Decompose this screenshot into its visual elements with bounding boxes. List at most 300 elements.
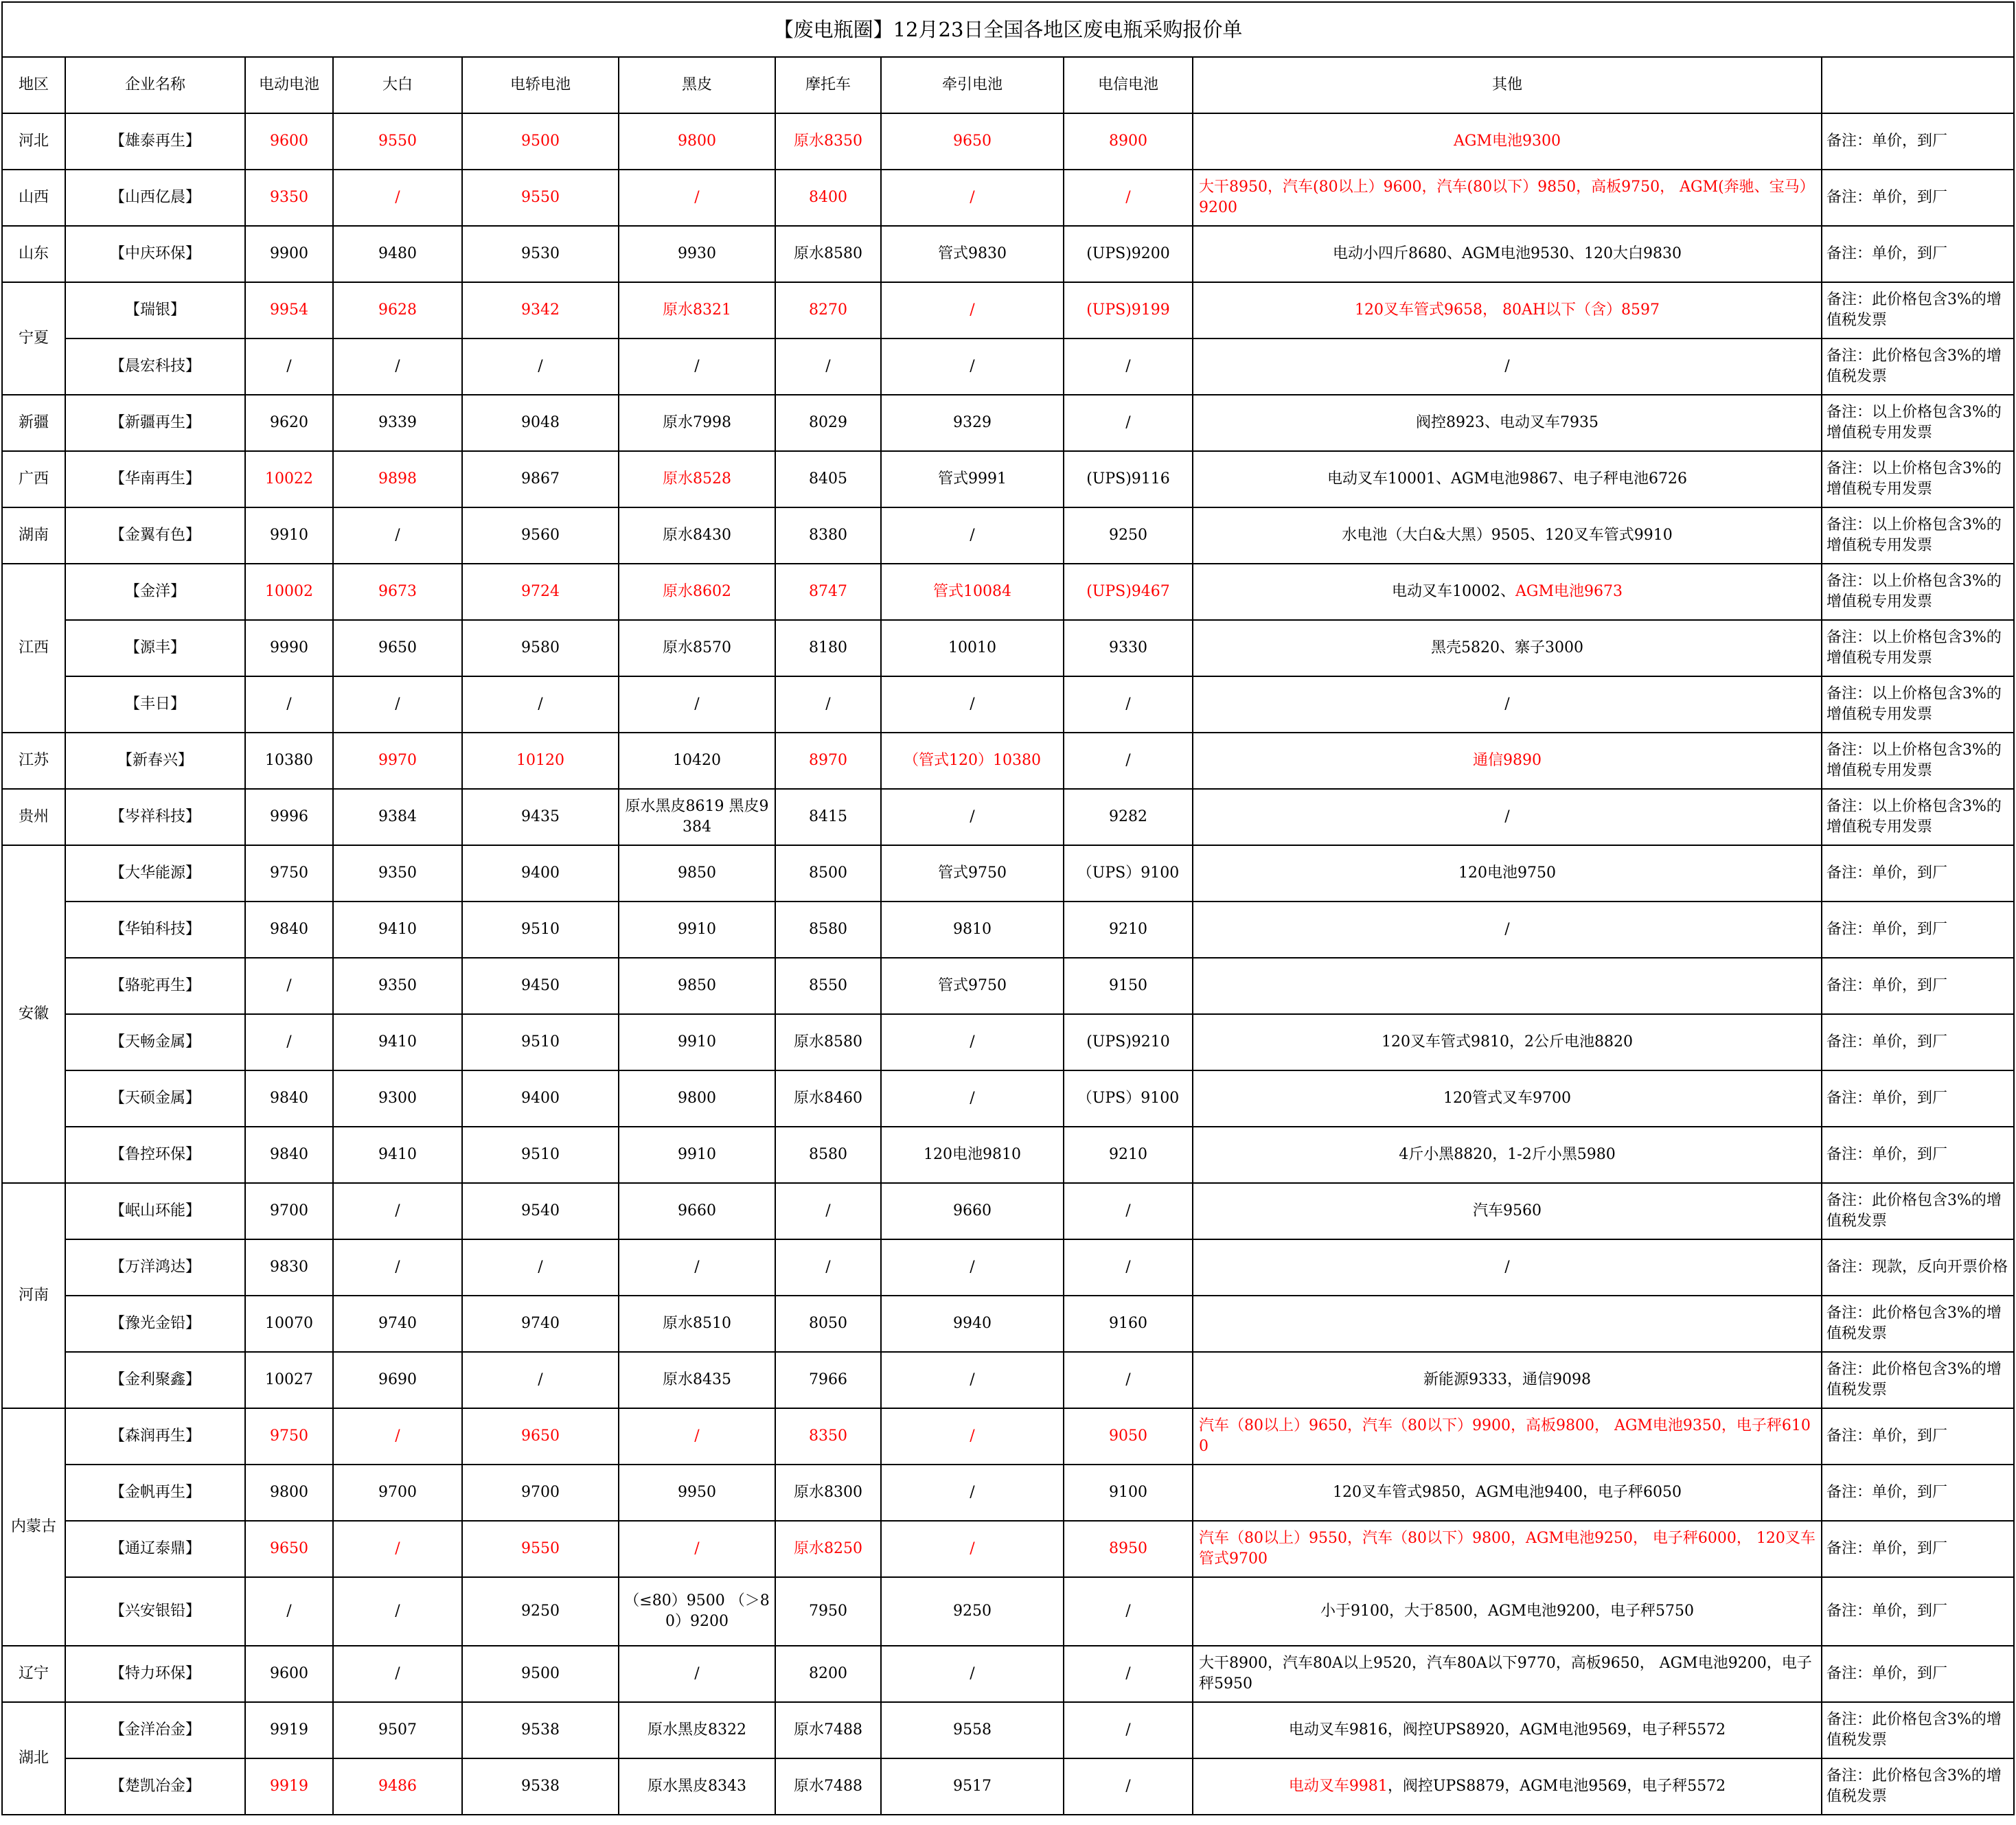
note-cell: 备注：以上价格包含3%的增值税专用发票 — [1822, 733, 2014, 789]
table-row — [2, 733, 2014, 789]
table-row — [2, 1014, 2014, 1070]
table-row — [2, 1070, 2014, 1127]
electric-battery-price: / — [245, 676, 333, 733]
company-cell: 【金翼有色】 — [65, 507, 245, 564]
table-row — [2, 902, 2014, 958]
company-cell: 【新疆再生】 — [65, 395, 245, 451]
car-battery-price: 9342 — [462, 282, 619, 338]
company-cell: 【晨宏科技】 — [65, 338, 245, 395]
dabai-price: 9486 — [333, 1758, 462, 1815]
electric-battery-price: / — [245, 958, 333, 1014]
electric-battery-price: 9840 — [245, 1127, 333, 1183]
car-battery-price: 9540 — [462, 1183, 619, 1239]
region-cell: 河北 — [2, 113, 65, 170]
other-cell: 新能源9333，通信9098 — [1193, 1352, 1822, 1408]
motorcycle-price: 原水8580 — [775, 226, 881, 282]
note-cell: 备注：此价格包含3%的增值税发票 — [1822, 1183, 2014, 1239]
table-row — [2, 958, 2014, 1014]
car-battery-price: / — [462, 338, 619, 395]
table-row — [2, 564, 2014, 620]
table-row — [2, 845, 2014, 902]
electric-battery-price: 9350 — [245, 170, 333, 226]
motorcycle-price: 8050 — [775, 1296, 881, 1352]
other-cell: 120叉车管式9810，2公斤电池8820 — [1193, 1014, 1822, 1070]
motorcycle-price: / — [775, 676, 881, 733]
electric-battery-price: 10002 — [245, 564, 333, 620]
heipi-price: 9930 — [619, 226, 775, 282]
traction-battery-price: 9250 — [881, 1577, 1064, 1646]
company-cell: 【金洋冶金】 — [65, 1702, 245, 1758]
company-cell: 【岷山环能】 — [65, 1183, 245, 1239]
traction-battery-price: / — [881, 1070, 1064, 1127]
electric-battery-price: 9840 — [245, 1070, 333, 1127]
motorcycle-price: 8029 — [775, 395, 881, 451]
other-cell: 120电池9750 — [1193, 845, 1822, 902]
other-cell: 阀控8923、电动叉车7935 — [1193, 395, 1822, 451]
traction-battery-price: 管式9830 — [881, 226, 1064, 282]
car-battery-price: 9510 — [462, 1014, 619, 1070]
telecom-battery-price: / — [1064, 338, 1193, 395]
note-cell: 备注：单价，到厂 — [1822, 1014, 2014, 1070]
company-cell: 【通辽泰鼎】 — [65, 1521, 245, 1577]
car-battery-price: 9560 — [462, 507, 619, 564]
note-cell: 备注：单价，到厂 — [1822, 958, 2014, 1014]
company-cell: 【瑞银】 — [65, 282, 245, 338]
motorcycle-price: 8580 — [775, 902, 881, 958]
other-cell: / — [1193, 1239, 1822, 1296]
region-cell: 湖北 — [2, 1702, 65, 1815]
other-cell: 汽车（80以上）9650，汽车（80以下）9900，高板9800， AGM电池9350，电子秤6100 — [1193, 1408, 1822, 1465]
traction-battery-price: / — [881, 1646, 1064, 1702]
traction-battery-price: 管式9991 — [881, 451, 1064, 507]
traction-battery-price: / — [881, 789, 1064, 845]
traction-battery-price: / — [881, 1239, 1064, 1296]
note-cell: 备注：以上价格包含3%的增值税专用发票 — [1822, 451, 2014, 507]
telecom-battery-price: 8950 — [1064, 1521, 1193, 1577]
company-cell: 【大华能源】 — [65, 845, 245, 902]
electric-battery-price: 9750 — [245, 1408, 333, 1465]
other-cell: 120管式叉车9700 — [1193, 1070, 1822, 1127]
electric-battery-price: 9954 — [245, 282, 333, 338]
telecom-battery-price: / — [1064, 1577, 1193, 1646]
region-cell: 安徽 — [2, 845, 65, 1183]
car-battery-price: 9435 — [462, 789, 619, 845]
car-battery-price: 9550 — [462, 1521, 619, 1577]
telecom-battery-price: (UPS)9200 — [1064, 226, 1193, 282]
dabai-price: 9480 — [333, 226, 462, 282]
electric-battery-price: 9919 — [245, 1758, 333, 1815]
motorcycle-price: 原水8350 — [775, 113, 881, 170]
company-cell: 【中庆环保】 — [65, 226, 245, 282]
heipi-price: 9910 — [619, 1127, 775, 1183]
other-cell — [1193, 1296, 1822, 1352]
region-cell: 辽宁 — [2, 1646, 65, 1702]
note-cell: 备注：以上价格包含3%的增值税专用发票 — [1822, 620, 2014, 676]
price-table — [1, 1, 2015, 1815]
electric-battery-price: 9990 — [245, 620, 333, 676]
motorcycle-price: 8380 — [775, 507, 881, 564]
traction-battery-price: 9660 — [881, 1183, 1064, 1239]
motorcycle-price: 8270 — [775, 282, 881, 338]
telecom-battery-price: (UPS)9210 — [1064, 1014, 1193, 1070]
note-cell: 备注：此价格包含3%的增值税发票 — [1822, 338, 2014, 395]
heipi-price: （≤80）9500 （＞80）9200 — [619, 1577, 775, 1646]
electric-battery-price: 9900 — [245, 226, 333, 282]
heipi-price: / — [619, 1521, 775, 1577]
note-cell: 备注：单价，到厂 — [1822, 1127, 2014, 1183]
motorcycle-price: 原水8580 — [775, 1014, 881, 1070]
telecom-battery-price: 9050 — [1064, 1408, 1193, 1465]
other-cell: / — [1193, 902, 1822, 958]
note-cell: 备注：以上价格包含3%的增值税专用发票 — [1822, 564, 2014, 620]
telecom-battery-price: 8900 — [1064, 113, 1193, 170]
heipi-price: 9910 — [619, 902, 775, 958]
dabai-price: 9410 — [333, 902, 462, 958]
table-row — [2, 170, 2014, 226]
electric-battery-price: 10022 — [245, 451, 333, 507]
note-cell: 备注：以上价格包含3%的增值税专用发票 — [1822, 395, 2014, 451]
note-cell: 备注：单价，到厂 — [1822, 113, 2014, 170]
company-cell: 【特力环保】 — [65, 1646, 245, 1702]
other-cell: 大干8900，汽车80A以上9520，汽车80A以下9770，高板9650， AGM电池9200，电子秤5950 — [1193, 1646, 1822, 1702]
dabai-price: / — [333, 1577, 462, 1646]
company-cell: 【源丰】 — [65, 620, 245, 676]
other-cell: 黑壳5820、寨子3000 — [1193, 620, 1822, 676]
heipi-price: 9910 — [619, 1014, 775, 1070]
company-cell: 【华南再生】 — [65, 451, 245, 507]
heipi-price: 10420 — [619, 733, 775, 789]
table-row — [2, 1296, 2014, 1352]
telecom-battery-price: （UPS）9100 — [1064, 845, 1193, 902]
dabai-price: 9410 — [333, 1127, 462, 1183]
motorcycle-price: 8580 — [775, 1127, 881, 1183]
table-row — [2, 451, 2014, 507]
company-cell: 【骆驼再生】 — [65, 958, 245, 1014]
other-cell — [1193, 564, 1822, 620]
note-cell: 备注：此价格包含3%的增值税发票 — [1822, 282, 2014, 338]
electric-battery-price: 10380 — [245, 733, 333, 789]
motorcycle-price: 7950 — [775, 1577, 881, 1646]
company-cell: 【雄泰再生】 — [65, 113, 245, 170]
electric-battery-price: 9600 — [245, 113, 333, 170]
motorcycle-price: 8350 — [775, 1408, 881, 1465]
other-cell: 汽车（80以上）9550，汽车（80以下）9800，AGM电池9250， 电子秤6000， 120叉车管式9700 — [1193, 1521, 1822, 1577]
telecom-battery-price: 9160 — [1064, 1296, 1193, 1352]
car-battery-price: 10120 — [462, 733, 619, 789]
heipi-price: 原水8570 — [619, 620, 775, 676]
region-cell: 广西 — [2, 451, 65, 507]
car-battery-price: 9400 — [462, 1070, 619, 1127]
note-cell: 备注：单价，到厂 — [1822, 1521, 2014, 1577]
heipi-price: 原水8430 — [619, 507, 775, 564]
heipi-price: 原水8602 — [619, 564, 775, 620]
telecom-battery-price: / — [1064, 395, 1193, 451]
dabai-price: 9410 — [333, 1014, 462, 1070]
car-battery-price: / — [462, 1239, 619, 1296]
company-cell: 【兴安银铅】 — [65, 1577, 245, 1646]
dabai-price: / — [333, 1408, 462, 1465]
table-row — [2, 1239, 2014, 1296]
dabai-price: 9740 — [333, 1296, 462, 1352]
telecom-battery-price: / — [1064, 1702, 1193, 1758]
dabai-price: / — [333, 338, 462, 395]
other-cell: AGM电池9300 — [1193, 113, 1822, 170]
dabai-price: / — [333, 1521, 462, 1577]
other-cell — [1193, 1758, 1822, 1815]
car-battery-price: 9550 — [462, 170, 619, 226]
traction-battery-price: / — [881, 338, 1064, 395]
other-cell: 小于9100，大于8500，AGM电池9200，电子秤5750 — [1193, 1577, 1822, 1646]
motorcycle-price: 8180 — [775, 620, 881, 676]
heipi-price: 原水8528 — [619, 451, 775, 507]
telecom-battery-price: （UPS）9100 — [1064, 1070, 1193, 1127]
traction-battery-price: / — [881, 1521, 1064, 1577]
telecom-battery-price: 9210 — [1064, 902, 1193, 958]
electric-battery-price: 9700 — [245, 1183, 333, 1239]
other-cell: 电动叉车10001、AGM电池9867、电子秤电池6726 — [1193, 451, 1822, 507]
heipi-price: 9850 — [619, 958, 775, 1014]
company-cell: 【金洋】 — [65, 564, 245, 620]
dabai-price: / — [333, 1183, 462, 1239]
electric-battery-price: / — [245, 1577, 333, 1646]
other-text-part: AGM电池9673 — [1515, 583, 1623, 600]
traction-battery-price: 9810 — [881, 902, 1064, 958]
col-header-electric-battery: 电动电池 — [245, 57, 333, 113]
company-cell: 【岑祥科技】 — [65, 789, 245, 845]
note-cell: 备注：单价，到厂 — [1822, 902, 2014, 958]
table-row — [2, 1465, 2014, 1521]
region-cell: 宁夏 — [2, 282, 65, 395]
electric-battery-price: 9919 — [245, 1702, 333, 1758]
company-cell: 【万洋鸿达】 — [65, 1239, 245, 1296]
heipi-price: 原水8510 — [619, 1296, 775, 1352]
note-cell: 备注：单价，到厂 — [1822, 845, 2014, 902]
motorcycle-price: 8400 — [775, 170, 881, 226]
telecom-battery-price: 9330 — [1064, 620, 1193, 676]
dabai-price: / — [333, 507, 462, 564]
dabai-price: 9690 — [333, 1352, 462, 1408]
dabai-price: 9650 — [333, 620, 462, 676]
header-row — [2, 57, 2014, 113]
motorcycle-price: 8405 — [775, 451, 881, 507]
telecom-battery-price: 9210 — [1064, 1127, 1193, 1183]
car-battery-price: 9250 — [462, 1577, 619, 1646]
telecom-battery-price: / — [1064, 1239, 1193, 1296]
dabai-price: / — [333, 170, 462, 226]
note-cell: 备注：现款，反向开票价格 — [1822, 1239, 2014, 1296]
traction-battery-price: / — [881, 170, 1064, 226]
telecom-battery-price: / — [1064, 676, 1193, 733]
heipi-price: 9950 — [619, 1465, 775, 1521]
dabai-price: 9898 — [333, 451, 462, 507]
heipi-price: 原水8435 — [619, 1352, 775, 1408]
table-row — [2, 113, 2014, 170]
other-cell: 大干8950，汽车(80以上）9600，汽车(80以下）9850，高板9750， AGM(奔驰、宝马）9200 — [1193, 170, 1822, 226]
electric-battery-price: 9830 — [245, 1239, 333, 1296]
dabai-price: 9550 — [333, 113, 462, 170]
dabai-price: 9700 — [333, 1465, 462, 1521]
car-battery-price: 9048 — [462, 395, 619, 451]
other-text-part: 电动叉车9981 — [1288, 1778, 1388, 1795]
company-cell: 【天硕金属】 — [65, 1070, 245, 1127]
heipi-price: 9800 — [619, 113, 775, 170]
motorcycle-price: 7966 — [775, 1352, 881, 1408]
dabai-price: / — [333, 676, 462, 733]
table-row — [2, 1577, 2014, 1646]
company-cell: 【丰日】 — [65, 676, 245, 733]
table-row — [2, 1183, 2014, 1239]
company-cell: 【豫光金铅】 — [65, 1296, 245, 1352]
heipi-price: 9660 — [619, 1183, 775, 1239]
col-header-car-battery: 电轿电池 — [462, 57, 619, 113]
traction-battery-price: / — [881, 1465, 1064, 1521]
note-cell: 备注：单价，到厂 — [1822, 226, 2014, 282]
page-title: 【废电瓶圈】12月23日全国各地区废电瓶采购报价单 — [2, 2, 2014, 57]
electric-battery-price: 9620 — [245, 395, 333, 451]
motorcycle-price: 原水8300 — [775, 1465, 881, 1521]
heipi-price: / — [619, 1646, 775, 1702]
motorcycle-price: 8415 — [775, 789, 881, 845]
table-row — [2, 507, 2014, 564]
dabai-price: 9350 — [333, 845, 462, 902]
other-cell: 汽车9560 — [1193, 1183, 1822, 1239]
table-row — [2, 1408, 2014, 1465]
telecom-battery-price: 9150 — [1064, 958, 1193, 1014]
note-cell: 备注：以上价格包含3%的增值税专用发票 — [1822, 507, 2014, 564]
car-battery-price: 9740 — [462, 1296, 619, 1352]
telecom-battery-price: / — [1064, 1352, 1193, 1408]
other-cell: 4斤小黑8820，1-2斤小黑5980 — [1193, 1127, 1822, 1183]
dabai-price: 9384 — [333, 789, 462, 845]
table-row — [2, 1127, 2014, 1183]
other-text-part: 电动叉车10002、 — [1392, 583, 1515, 600]
motorcycle-price: / — [775, 338, 881, 395]
company-cell: 【金帆再生】 — [65, 1465, 245, 1521]
heipi-price: / — [619, 676, 775, 733]
other-cell: / — [1193, 676, 1822, 733]
other-cell: 通信9890 — [1193, 733, 1822, 789]
motorcycle-price: 原水8460 — [775, 1070, 881, 1127]
heipi-price: 原水黑皮8343 — [619, 1758, 775, 1815]
electric-battery-price: 9650 — [245, 1521, 333, 1577]
telecom-battery-price: (UPS)9199 — [1064, 282, 1193, 338]
heipi-price: 原水黑皮8322 — [619, 1702, 775, 1758]
note-cell: 备注：此价格包含3%的增值税发票 — [1822, 1758, 2014, 1815]
traction-battery-price: 10010 — [881, 620, 1064, 676]
table-row — [2, 620, 2014, 676]
heipi-price: 原水黑皮8619 黑皮9384 — [619, 789, 775, 845]
dabai-price: 9628 — [333, 282, 462, 338]
motorcycle-price: 8500 — [775, 845, 881, 902]
other-cell — [1193, 958, 1822, 1014]
electric-battery-price: 9600 — [245, 1646, 333, 1702]
table-row — [2, 1646, 2014, 1702]
region-cell: 江西 — [2, 564, 65, 733]
traction-battery-price: / — [881, 1352, 1064, 1408]
table-row — [2, 789, 2014, 845]
other-cell: 电动小四斤8680、AGM电池9530、120大白9830 — [1193, 226, 1822, 282]
table-row — [2, 1352, 2014, 1408]
table-row — [2, 282, 2014, 338]
note-cell: 备注：单价，到厂 — [1822, 1070, 2014, 1127]
table-row — [2, 1702, 2014, 1758]
car-battery-price: 9724 — [462, 564, 619, 620]
car-battery-price: / — [462, 676, 619, 733]
col-header-telecom-battery: 电信电池 — [1064, 57, 1193, 113]
other-cell: / — [1193, 789, 1822, 845]
company-cell: 【华铂科技】 — [65, 902, 245, 958]
telecom-battery-price: 9100 — [1064, 1465, 1193, 1521]
motorcycle-price: / — [775, 1183, 881, 1239]
table-row — [2, 1521, 2014, 1577]
telecom-battery-price: / — [1064, 1183, 1193, 1239]
heipi-price: / — [619, 1239, 775, 1296]
col-header-dabai: 大白 — [333, 57, 462, 113]
traction-battery-price: 管式10084 — [881, 564, 1064, 620]
heipi-price: / — [619, 1408, 775, 1465]
table-row — [2, 676, 2014, 733]
other-text-part: ，阀控UPS8879，AGM电池9569，电子秤5572 — [1387, 1778, 1726, 1795]
table-row — [2, 395, 2014, 451]
region-cell: 河南 — [2, 1183, 65, 1408]
note-cell: 备注：单价，到厂 — [1822, 170, 2014, 226]
note-cell: 备注：此价格包含3%的增值税发票 — [1822, 1296, 2014, 1352]
other-cell: / — [1193, 338, 1822, 395]
dabai-price: 9300 — [333, 1070, 462, 1127]
company-cell: 【楚凯冶金】 — [65, 1758, 245, 1815]
table-row — [2, 226, 2014, 282]
heipi-price: 9850 — [619, 845, 775, 902]
motorcycle-price: / — [775, 1239, 881, 1296]
note-cell: 备注：单价，到厂 — [1822, 1646, 2014, 1702]
dabai-price: 9970 — [333, 733, 462, 789]
car-battery-price: 9700 — [462, 1465, 619, 1521]
other-cell: 120叉车管式9658， 80AH以下（含）8597 — [1193, 282, 1822, 338]
telecom-battery-price: / — [1064, 1758, 1193, 1815]
table-row — [2, 338, 2014, 395]
traction-battery-price: 管式9750 — [881, 958, 1064, 1014]
dabai-price: / — [333, 1646, 462, 1702]
dabai-price: 9339 — [333, 395, 462, 451]
col-header-note — [1822, 57, 2014, 113]
other-cell: 电动叉车9816，阀控UPS8920，AGM电池9569，电子秤5572 — [1193, 1702, 1822, 1758]
telecom-battery-price: 9250 — [1064, 507, 1193, 564]
car-battery-price: 9867 — [462, 451, 619, 507]
col-header-traction-battery: 牵引电池 — [881, 57, 1064, 113]
traction-battery-price: / — [881, 507, 1064, 564]
traction-battery-price: 9650 — [881, 113, 1064, 170]
motorcycle-price: 8550 — [775, 958, 881, 1014]
electric-battery-price: 9750 — [245, 845, 333, 902]
electric-battery-price: 9910 — [245, 507, 333, 564]
col-header-motorcycle: 摩托车 — [775, 57, 881, 113]
col-header-other: 其他 — [1193, 57, 1822, 113]
electric-battery-price: 10027 — [245, 1352, 333, 1408]
car-battery-price: 9530 — [462, 226, 619, 282]
motorcycle-price: 8970 — [775, 733, 881, 789]
car-battery-price: 9500 — [462, 1646, 619, 1702]
telecom-battery-price: (UPS)9116 — [1064, 451, 1193, 507]
company-cell: 【金利聚鑫】 — [65, 1352, 245, 1408]
region-cell: 内蒙古 — [2, 1408, 65, 1646]
traction-battery-price: 9940 — [881, 1296, 1064, 1352]
heipi-price: 9800 — [619, 1070, 775, 1127]
heipi-price: 原水8321 — [619, 282, 775, 338]
traction-battery-price: 9329 — [881, 395, 1064, 451]
traction-battery-price: / — [881, 1014, 1064, 1070]
car-battery-price: 9400 — [462, 845, 619, 902]
electric-battery-price: 9996 — [245, 789, 333, 845]
